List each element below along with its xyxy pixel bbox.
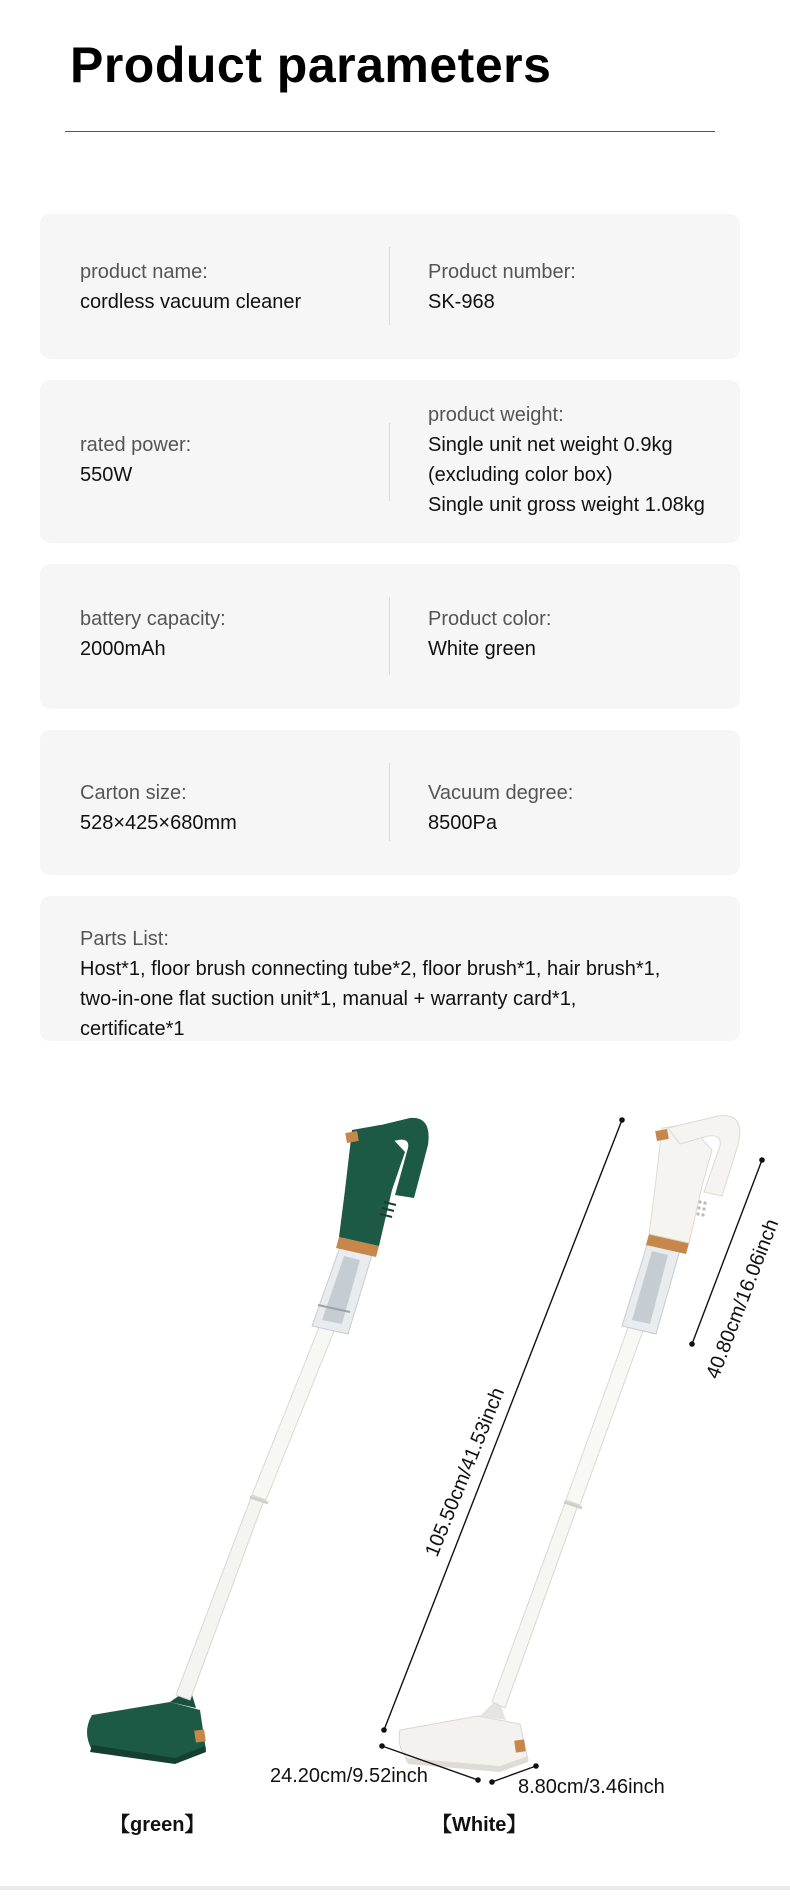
spec-card-3 <box>40 564 740 709</box>
spec-value-line: Single unit net weight 0.9kg <box>428 434 673 456</box>
dimension-endpoint <box>533 1763 539 1769</box>
dimension-endpoint <box>619 1117 625 1123</box>
spec-product-weight <box>428 400 705 520</box>
spec-value: 528×425×680mm <box>80 812 237 834</box>
spec-label: rated power: <box>80 434 192 456</box>
caption-white: 【White】 <box>432 1814 527 1836</box>
card-divider <box>389 597 390 675</box>
spec-value: White green <box>428 638 536 660</box>
spec-product-color <box>428 604 551 664</box>
height-dimension-line <box>384 1120 622 1730</box>
green-vacuum-image <box>87 1118 429 1764</box>
spec-label: Vacuum degree: <box>428 782 574 804</box>
spec-value-line: Single unit gross weight 1.08kg <box>428 494 705 516</box>
card-divider <box>389 423 390 501</box>
brush-depth-dimension-label: 8.80cm/3.46inch <box>518 1776 665 1798</box>
spec-label: Carton size: <box>80 782 187 804</box>
spec-label: product weight: <box>428 404 564 426</box>
spec-vacuum-degree <box>428 778 573 838</box>
spec-value: cordless vacuum cleaner <box>80 291 302 313</box>
brush-width-dimension-label: 24.20cm/9.52inch <box>270 1765 428 1787</box>
parts-line: Host*1, floor brush connecting tube*2, floor brush*1, hair brush*1, <box>80 958 661 980</box>
title-divider <box>65 131 715 132</box>
spec-card-4 <box>40 730 740 875</box>
spec-label: battery capacity: <box>80 608 226 630</box>
parts-list-card <box>40 896 740 1041</box>
white-vacuum-image <box>399 1116 740 1772</box>
parts-line: two-in-one flat suction unit*1, manual + warranty card*1, <box>80 988 577 1010</box>
card-divider <box>389 763 390 841</box>
product-dimension-figure <box>0 1090 790 1890</box>
parts-line: certificate*1 <box>80 1018 185 1040</box>
spec-value: 550W <box>80 464 133 486</box>
body-dimension-label: 40.80cm/16.06inch <box>702 1216 784 1382</box>
dimension-endpoint <box>689 1341 695 1347</box>
spec-value: 8500Pa <box>428 812 497 834</box>
vacuum-illustration <box>0 1090 790 1890</box>
dimension-endpoint <box>381 1727 387 1733</box>
card-divider <box>389 247 390 325</box>
spec-product-name <box>80 257 301 317</box>
spec-value-line: (excluding color box) <box>428 464 613 486</box>
spec-card-1 <box>40 214 740 359</box>
spec-carton-size <box>80 778 237 838</box>
page-title: Product parameters <box>70 37 552 93</box>
dimension-endpoint <box>379 1743 385 1749</box>
spec-card-2 <box>40 380 740 543</box>
parts-list <box>80 924 720 1044</box>
dimension-endpoint <box>489 1779 495 1785</box>
height-dimension-label: 105.50cm/41.53inch <box>421 1384 510 1560</box>
spec-label: Product color: <box>428 608 552 630</box>
spec-label: Product number: <box>428 261 576 283</box>
bottom-border <box>0 1886 790 1890</box>
spec-product-number <box>428 257 576 317</box>
spec-value: 2000mAh <box>80 638 166 660</box>
spec-battery-capacity <box>80 604 226 664</box>
caption-green: 【green】 <box>110 1814 205 1836</box>
dimension-endpoint <box>475 1777 481 1783</box>
parts-label: Parts List: <box>80 928 169 950</box>
spec-value: SK-968 <box>428 291 495 313</box>
spec-label: product name: <box>80 261 208 283</box>
spec-rated-power <box>80 430 191 490</box>
dimension-endpoint <box>759 1157 765 1163</box>
